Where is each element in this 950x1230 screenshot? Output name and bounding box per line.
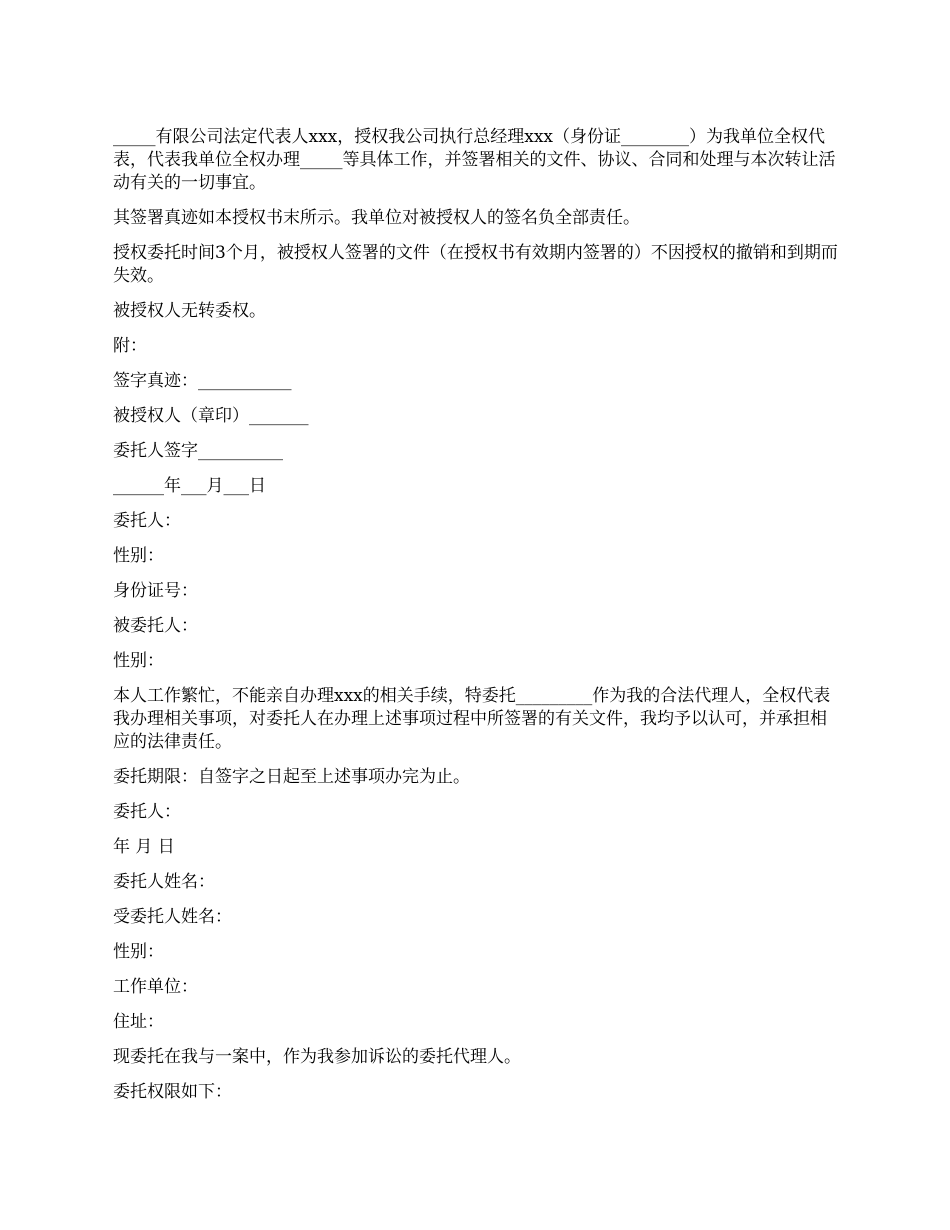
document-body — [113, 126, 840, 1116]
paragraph-personal-delegation: 本人工作繁忙，不能亲自办理xxx的相关手续，特委托_________作为我的合法代理人，全权代表我办理相关事项，对委托人在办理上述事项过程中所签署的有关文件，我均予以认可，并承担相应的法律责任。 — [113, 686, 831, 752]
paragraph-authorization-intro: _____有限公司法定代表人xxx，授权我公司执行总经理xxx（身份证________）为我单位全权代表，代表我单位全权办理_____等具体工作，并签署相关的文件、协议、合同和处理与本次转让活动有关的一切事宜。 — [113, 127, 836, 193]
field-principal-2: 委托人： — [113, 802, 181, 822]
paragraph-authority-scope: 委托权限如下： — [113, 1082, 232, 1102]
paragraph-attachment: 附： — [113, 336, 147, 356]
field-principal-signature: 委托人签字__________ — [113, 441, 283, 461]
field-address: 住址： — [113, 1012, 164, 1032]
paragraph-no-sub-delegation: 被授权人无转委权。 — [113, 301, 266, 321]
paragraph-delegation-term: 委托期限：自签字之日起至上述事项办完为止。 — [113, 767, 470, 787]
paragraph-signature-responsibility: 其签署真迹如本授权书末所示。我单位对被授权人的签名负全部责任。 — [113, 208, 640, 228]
field-authorized-seal: 被授权人（章印）_______ — [113, 406, 309, 426]
field-agent-name: 受委托人姓名： — [113, 907, 232, 927]
paragraph-litigation-delegation: 现委托在我与一案中，作为我参加诉讼的委托代理人。 — [113, 1047, 521, 1067]
field-principal-name: 委托人姓名： — [113, 872, 215, 892]
field-date-2: 年 月 日 — [113, 837, 175, 857]
field-work-unit: 工作单位： — [113, 977, 198, 997]
field-signature-specimen: 签字真迹：___________ — [113, 371, 292, 391]
field-principal: 委托人： — [113, 511, 181, 531]
field-date: ______年___月___日 — [113, 476, 266, 496]
field-gender: 性别： — [113, 546, 164, 566]
field-agent-gender: 性别： — [113, 651, 164, 671]
field-id-number: 身份证号： — [113, 581, 198, 601]
paragraph-authorization-period: 授权委托时间3个月，被授权人签署的文件（在授权书有效期内签署的）不因授权的撤销和到期而失效。 — [113, 243, 838, 286]
field-agent: 被委托人： — [113, 616, 198, 636]
field-gender-2: 性别： — [113, 942, 164, 962]
